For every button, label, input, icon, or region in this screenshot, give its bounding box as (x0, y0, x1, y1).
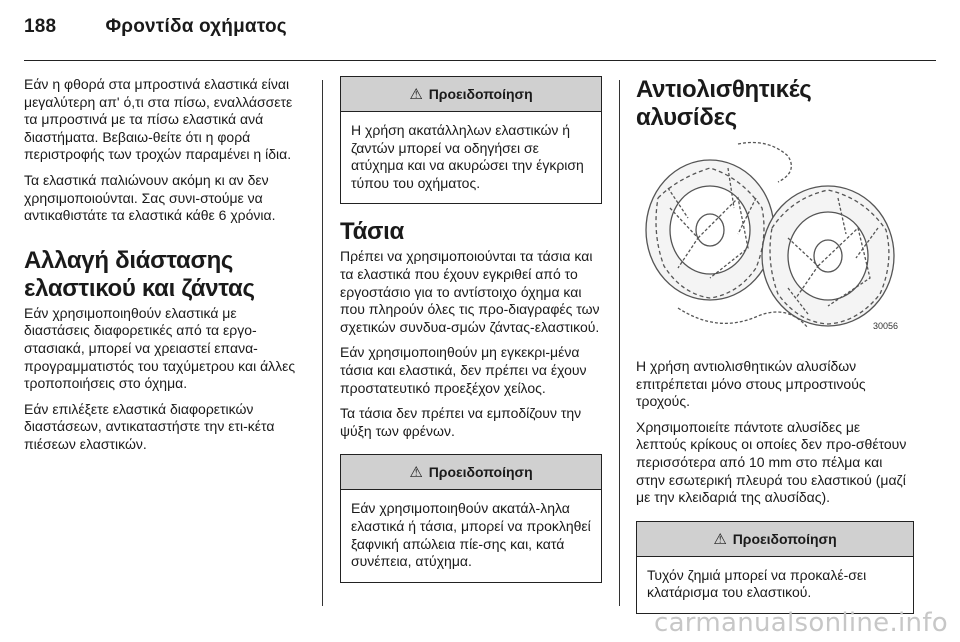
warning-text: Εάν χρησιμοποιηθούν ακατάλ-ληλα ελαστικά ή τάσια, μπορεί να προκληθεί ξαφνική απώλεια πίε-σης και, κατά συνέπεια, ατύχημα. (351, 500, 591, 570)
warning-box (340, 76, 602, 204)
paragraph: Εάν χρησιμοποιηθούν ελαστικά με διαστάσεις διαφορετικές από τα εργο-στασιακά, μπορεί να χρειαστεί επανα-προγραμματιστός του ταχύμετρου και άλλες τροποποιήσεις στο όχημα. (24, 304, 296, 392)
warning-box (636, 521, 914, 614)
column-divider (322, 80, 323, 606)
column-2 (340, 76, 602, 583)
warning-title: Προειδοποίηση (428, 86, 533, 102)
watermark: carmanualsonline.info (653, 608, 948, 638)
paragraph: Τα ελαστικά παλιώνουν ακόμη κι αν δεν χρησιμοποιούνται. Σας συνι-στούμε να αντικαθιστάτε τα ελαστικά κάθε 6 χρόνια. (24, 171, 276, 224)
paragraph: Εάν χρησιμοποιηθούν μη εγκεκρι-μένα τάσια και ελαστικά, δεν πρέπει να έχουν προστατευτικό προεξέχον χείλος. (340, 344, 587, 396)
warning-header (637, 522, 913, 557)
snow-chain-illustration (638, 138, 910, 344)
section-heading-hubcaps: Τάσια (340, 218, 404, 246)
warning-title: Προειδοποίηση (428, 464, 533, 481)
paragraph: Εάν επιλέξετε ελαστικά διαφορετικών διαστάσεων, αντικαταστήστε την ετι-κέτα πιέσεων ελαστικών. (24, 400, 275, 452)
paragraph: Τα τάσια δεν πρέπει να εμποδίζουν την ψύξη των φρένων. (340, 405, 582, 439)
page-number: 188 (24, 16, 57, 37)
page-title: Φροντίδα οχήματος (105, 16, 287, 37)
column-3 (636, 76, 914, 614)
warning-header (341, 455, 601, 490)
page-header (24, 16, 287, 38)
header-rule (24, 60, 936, 61)
warning-icon: ⚠ (409, 464, 423, 482)
warning-text: Τυχόν ζημιά μπορεί να προκαλέ-σει κλατάρισμα του ελαστικού. (647, 566, 867, 601)
column-divider (619, 80, 620, 606)
warning-box (340, 454, 602, 582)
section-heading-snow-chains: Αντιολισθητικές αλυσίδες (636, 76, 812, 131)
paragraph: Πρέπει να χρησιμοποιούνται τα τάσια και τα ελαστικά που έχουν εγκριθεί από το εργοστάσιο για το αντίστοιχο όχημα και που πληρούν όλες τις προ-διαγραφές των σχετικών συνδυα-σμών ζάντας-ελαστικού. (340, 248, 600, 335)
paragraph: Εάν η φθορά στα μπροστινά ελαστικά είναι μεγαλύτερη απ' ό,τι στα πίσω, εναλλάσσετε τα μπροστινά με τα πίσω ελαστικά ανά διαστήματα. Βεβαιω-θείτε ότι η φορά περιστροφής των τροχών παραμένει η ίδια. (24, 76, 293, 163)
paragraph: Η χρήση αντιολισθητικών αλυσίδων επιτρέπεται μόνο στους μπροστινούς τροχούς. (636, 358, 866, 410)
snow-chains-image (638, 138, 910, 344)
figure-number: 30056 (872, 321, 898, 332)
warning-icon: ⚠ (713, 530, 727, 548)
paragraph: Χρησιμοποιείτε πάντοτε αλυσίδες με λεπτούς κρίκους οι οποίες δεν προ-σθέτουν περισσότερα από 10 mm στο πέλμα και στην εσωτερική πλευρά του ελαστικού (μαζί με την κλειδαριά της αλυσίδας). (636, 418, 907, 506)
warning-icon: ⚠ (409, 86, 423, 103)
warning-title: Προειδοποίηση (732, 530, 837, 547)
column-1 (24, 76, 306, 462)
section-heading-size-change: Αλλαγή διάστασης ελαστικού και ζάντας (24, 246, 255, 302)
warning-text: Η χρήση ακατάλληλων ελαστικών ή ζαντών μπορεί να οδηγήσει σε ατύχημα και να ακυρώσει την έγκριση τύπου του οχήματος. (351, 122, 584, 191)
warning-header (341, 77, 601, 112)
